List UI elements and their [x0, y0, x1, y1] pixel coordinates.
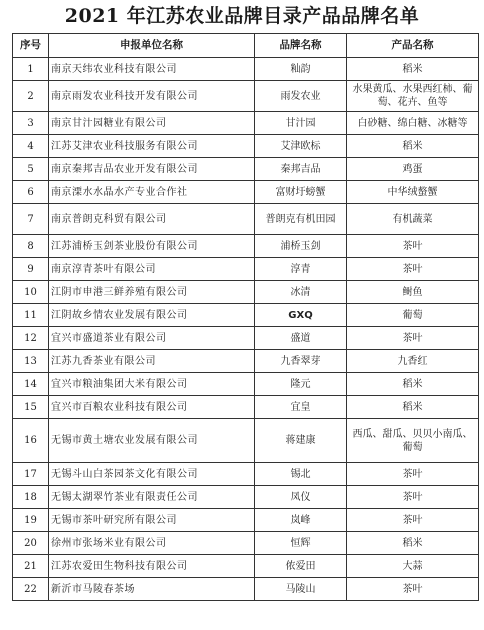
cell-brand-name: 盛道	[255, 327, 347, 350]
cell-unit-name: 南京天纬农业科技有限公司	[49, 58, 255, 81]
cell-seq: 9	[13, 258, 49, 281]
table-row	[13, 204, 479, 235]
cell-product-name: 茶叶	[347, 327, 479, 350]
document-title: 2021 年江苏农业品牌目录产品品牌名单	[64, 5, 420, 27]
cell-brand-name: 锡北	[255, 463, 347, 486]
cell-product-name: 白砂糖、绵白糖、冰糖等	[347, 112, 479, 135]
table-row	[13, 486, 479, 509]
cell-unit-name: 南京淳青茶叶有限公司	[49, 258, 255, 281]
table-row	[13, 419, 479, 463]
table-row	[13, 373, 479, 396]
cell-seq: 21	[13, 555, 49, 578]
cell-brand-name: 九香翠芽	[255, 350, 347, 373]
cell-brand-name: 甘汁园	[255, 112, 347, 135]
table-row	[13, 135, 479, 158]
cell-brand-name: 冰清	[255, 281, 347, 304]
cell-unit-name: 南京雨发农业科技开发有限公司	[49, 81, 255, 112]
table-row	[13, 396, 479, 419]
cell-product-name: 稻米	[347, 58, 479, 81]
cell-product-name: 鲥鱼	[347, 281, 479, 304]
cell-seq: 6	[13, 181, 49, 204]
table-row	[13, 281, 479, 304]
cell-seq: 8	[13, 235, 49, 258]
cell-product-name: 茶叶	[347, 463, 479, 486]
table-row	[13, 509, 479, 532]
cell-brand-name: 蒋建康	[255, 419, 347, 463]
cell-brand-name: 凤仪	[255, 486, 347, 509]
cell-unit-name: 南京秦邦吉品农业开发有限公司	[49, 158, 255, 181]
cell-unit-name: 江苏浦桥玉剑茶业股份有限公司	[49, 235, 255, 258]
table-row	[13, 555, 479, 578]
header-brand: 品牌名称	[255, 34, 347, 58]
cell-unit-name: 南京甘汁园糖业有限公司	[49, 112, 255, 135]
cell-product-name: 稻米	[347, 396, 479, 419]
cell-unit-name: 宜兴市粮油集团大米有限公司	[49, 373, 255, 396]
cell-unit-name: 无锡太湖翠竹茶业有限责任公司	[49, 486, 255, 509]
cell-seq: 3	[13, 112, 49, 135]
cell-brand-name: 籼韵	[255, 58, 347, 81]
cell-brand-name: 隆元	[255, 373, 347, 396]
table-row	[13, 258, 479, 281]
cell-product-name: 茶叶	[347, 235, 479, 258]
cell-product-name: 茶叶	[347, 258, 479, 281]
cell-unit-name: 江阴市申港三鲜养殖有限公司	[49, 281, 255, 304]
cell-seq: 16	[13, 419, 49, 463]
cell-seq: 5	[13, 158, 49, 181]
cell-unit-name: 新沂市马陵春茶场	[49, 578, 255, 601]
cell-brand-name: 秦邦吉品	[255, 158, 347, 181]
cell-seq: 1	[13, 58, 49, 81]
cell-seq: 22	[13, 578, 49, 601]
cell-seq: 4	[13, 135, 49, 158]
table-row	[13, 327, 479, 350]
cell-seq: 10	[13, 281, 49, 304]
cell-unit-name: 无锡斗山白茶园茶文化有限公司	[49, 463, 255, 486]
cell-unit-name: 江苏农爱田生物科技有限公司	[49, 555, 255, 578]
table-header-row	[13, 34, 479, 58]
cell-product-name: 九香红	[347, 350, 479, 373]
header-product: 产品名称	[347, 34, 479, 58]
cell-brand-name: 普朗克有机田园	[255, 204, 347, 235]
header-unit: 申报单位名称	[49, 34, 255, 58]
cell-seq: 7	[13, 204, 49, 235]
table-row	[13, 463, 479, 486]
table-row	[13, 304, 479, 327]
cell-seq: 18	[13, 486, 49, 509]
cell-product-name: 大蒜	[347, 555, 479, 578]
cell-unit-name: 南京普朗克科贸有限公司	[49, 204, 255, 235]
cell-product-name: 稻米	[347, 373, 479, 396]
cell-product-name: 茶叶	[347, 509, 479, 532]
cell-product-name: 茶叶	[347, 578, 479, 601]
cell-seq: 20	[13, 532, 49, 555]
cell-brand-name: 马陵山	[255, 578, 347, 601]
table-row	[13, 350, 479, 373]
table-row	[13, 181, 479, 204]
table-row	[13, 235, 479, 258]
cell-product-name: 茶叶	[347, 486, 479, 509]
cell-unit-name: 宜兴市百粮农业科技有限公司	[49, 396, 255, 419]
cell-seq: 17	[13, 463, 49, 486]
cell-brand-name: 淳青	[255, 258, 347, 281]
cell-product-name: 有机蔬菜	[347, 204, 479, 235]
cell-product-name: 鸡蛋	[347, 158, 479, 181]
cell-brand-name: 雨发农业	[255, 81, 347, 112]
cell-brand-name: GXQ	[255, 304, 347, 327]
cell-product-name: 稻米	[347, 532, 479, 555]
brand-list-table	[12, 33, 479, 601]
cell-brand-name: 富财圩螃蟹	[255, 181, 347, 204]
cell-brand-name: 浦桥玉剑	[255, 235, 347, 258]
table-row	[13, 532, 479, 555]
table-row	[13, 158, 479, 181]
cell-unit-name: 宜兴市盛道茶业有限公司	[49, 327, 255, 350]
cell-seq: 14	[13, 373, 49, 396]
cell-brand-name: 艾津欧标	[255, 135, 347, 158]
cell-unit-name: 南京溧水水晶水产专业合作社	[49, 181, 255, 204]
header-seq: 序号	[13, 34, 49, 58]
cell-seq: 13	[13, 350, 49, 373]
cell-unit-name: 徐州市张场米业有限公司	[49, 532, 255, 555]
cell-seq: 11	[13, 304, 49, 327]
cell-brand-name: 宜皇	[255, 396, 347, 419]
cell-unit-name: 无锡市茶叶研究所有限公司	[49, 509, 255, 532]
cell-seq: 15	[13, 396, 49, 419]
table-body	[13, 58, 479, 601]
cell-seq: 19	[13, 509, 49, 532]
cell-product-name: 稻米	[347, 135, 479, 158]
cell-unit-name: 江苏艾津农业科技服务有限公司	[49, 135, 255, 158]
table-row	[13, 81, 479, 112]
cell-seq: 2	[13, 81, 49, 112]
table-row	[13, 58, 479, 81]
cell-unit-name: 江苏九香茶业有限公司	[49, 350, 255, 373]
cell-brand-name: 侬爱田	[255, 555, 347, 578]
cell-product-name: 西瓜、甜瓜、贝贝小南瓜、葡萄	[347, 419, 479, 463]
cell-seq: 12	[13, 327, 49, 350]
table-row	[13, 578, 479, 601]
cell-product-name: 中华绒螯蟹	[347, 181, 479, 204]
cell-brand-name: 恒辉	[255, 532, 347, 555]
cell-brand-name: 岚峰	[255, 509, 347, 532]
table-row	[13, 112, 479, 135]
cell-product-name: 水果黄瓜、水果西红柿、葡萄、花卉、鱼等	[347, 81, 479, 112]
cell-unit-name: 无锡市黄土塘农业发展有限公司	[49, 419, 255, 463]
cell-product-name: 葡萄	[347, 304, 479, 327]
cell-unit-name: 江阴故乡情农业发展有限公司	[49, 304, 255, 327]
